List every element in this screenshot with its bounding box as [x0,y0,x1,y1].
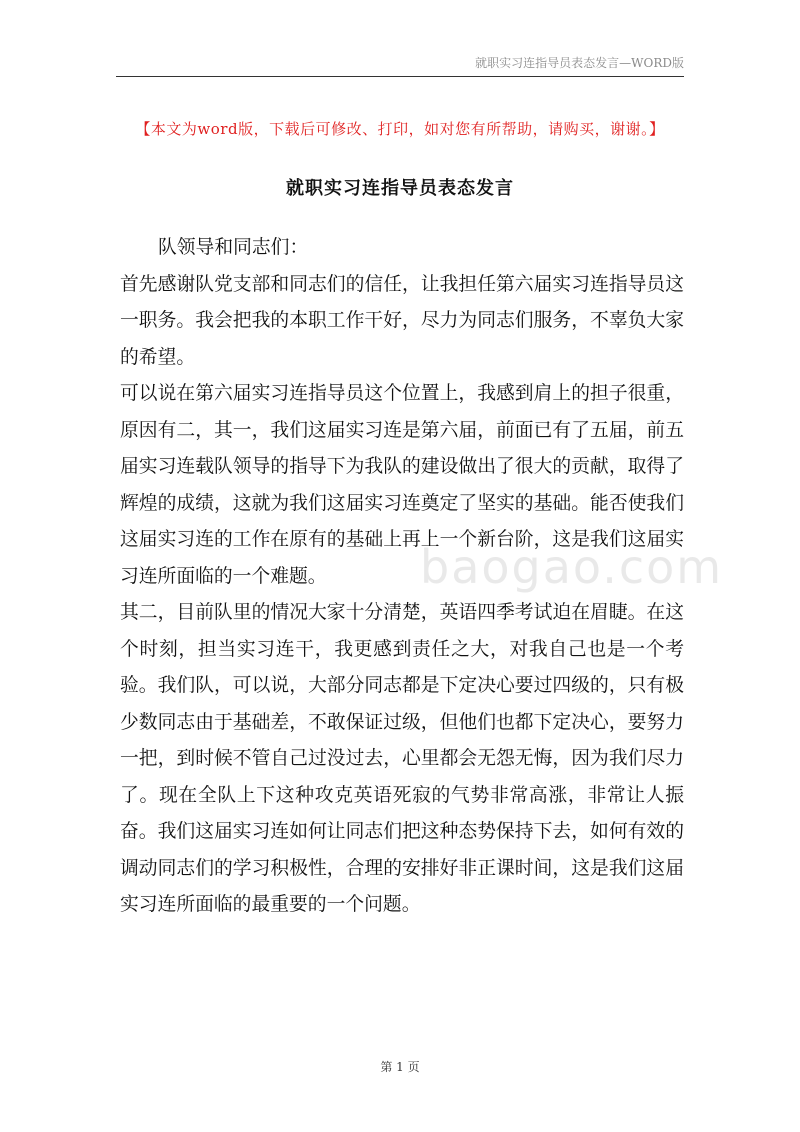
watermark: baogao.com [420,540,724,594]
document-body [120,230,684,924]
page-number: 第 1 页 [380,1060,420,1074]
running-header: 就职实习连指导员表态发言—WORD版 [475,56,684,70]
document-title: 就职实习连指导员表态发言 [286,178,514,199]
paragraph-3: 其二，目前队里的情况大家十分清楚，英语四季考试迫在眉睫。在这个时刻，担当实习连干，我更感到责任之大，对我自己也是一个考验。我们队，可以说，大部分同志都是下定决心要过四级的，只有极少数同志由于基础差，不敢保证过级，但他们也都下定决心，要努力一把，到时候不管自己过没过去，心里都会无怨无悔，因为我们尽力了。现在全队上下这种攻克英语死寂的气势非常高涨，非常让人振奋。我们这届实习连如何让同志们把这种态势保持下去，如何有效的调动同志们的学习积极性，合理的安排好非正课时间，这是我们这届实习连所面临的最重要的一个问题。 [120,602,684,915]
purchase-notice: 【本文为word版，下载后可修改、打印，如对您有所帮助，请购买，谢谢。】 [135,120,665,138]
paragraph-2: 可以说在第六届实习连指导员这个位置上，我感到肩上的担子很重，原因有二，其一，我们这届实习连是第六届，前面已有了五届，前五届实习连载队领导的指导下为我队的建设做出了很大的贡献，取得了辉煌的成绩，这就为我们这届实习连奠定了坚实的基础。能否使我们这届实习连的工作在原有的基础上再上一个新台阶，这是我们这届实习连所面临的一个难题。 [120,383,684,587]
greeting: 队领导和同志们： [158,237,309,258]
header-divider [116,76,684,77]
paragraph-1: 首先感谢队党支部和同志们的信任，让我担任第六届实习连指导员这一职务。我会把我的本职工作干好，尽力为同志们服务，不辜负大家的希望。 [120,273,684,368]
